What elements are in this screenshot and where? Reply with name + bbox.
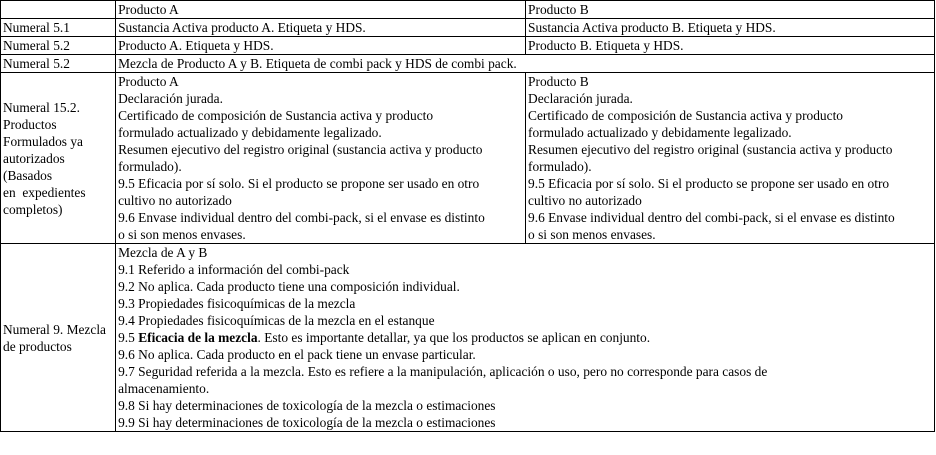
text-line-9-5	[118, 329, 934, 346]
label-line: Numeral 15.2.	[3, 99, 80, 115]
text-line: almacenamiento.	[118, 381, 210, 396]
label-line: Numeral 9. Mezcla	[3, 321, 106, 337]
text-line: formulado).	[118, 159, 182, 174]
header-producto-b: Producto B	[526, 1, 935, 19]
text-line: 9.5 Eficacia por sí solo. Si el producto se propone ser usado en otro	[528, 176, 890, 191]
label-line: Productos	[3, 116, 57, 132]
label-line: completos)	[3, 201, 63, 217]
cell-producto-a: Producto A. Etiqueta y HDS.	[116, 37, 526, 55]
text-line: 9.2 No aplica. Cada producto tiene una composición individual.	[118, 279, 460, 294]
table-row-numeral-15-2	[1, 73, 935, 244]
text-line: Declaración jurada.	[118, 91, 223, 106]
cell-producto-b: Sustancia Activa producto B. Etiqueta y HDS.	[526, 19, 935, 37]
label-line: Formulados ya	[3, 133, 83, 149]
text-line: 9.6 Envase individual dentro del combi-pack, si el envase es distinto	[118, 210, 485, 225]
text-line: o si son menos envases.	[118, 227, 246, 242]
cell-producto-a	[116, 73, 526, 244]
text-line: Declaración jurada.	[528, 91, 633, 106]
label-line: en expedientes	[3, 184, 86, 200]
text-line: 9.6 No aplica. Cada producto en el pack tiene un envase particular.	[118, 347, 476, 362]
text-line: 9.5 Eficacia por sí solo. Si el producto se propone ser usado en otro	[118, 176, 480, 191]
cell-producto-a: Sustancia Activa producto A. Etiqueta y HDS.	[116, 19, 526, 37]
line-rest: . Esto es importante detallar, ya que los productos se aplican en conjunto.	[257, 330, 651, 345]
text-line: cultivo no autorizado	[118, 193, 232, 208]
row-label: Numeral 5.2	[1, 55, 116, 73]
text-line: 9.9 Si hay determinaciones de toxicología de la mezcla o estimaciones	[118, 415, 496, 430]
text-line: Mezcla de A y B	[118, 245, 208, 260]
table-row	[1, 19, 935, 37]
table-row	[1, 37, 935, 55]
label-line: (Basados	[3, 167, 53, 183]
text-line: 9.4 Propiedades fisicoquímicas de la mezcla en el estanque	[118, 313, 435, 328]
header-blank-cell	[1, 1, 116, 19]
text-line: Certificado de composición de Sustancia activa y producto	[528, 108, 843, 123]
text-line: Producto A	[118, 74, 179, 89]
label-line: de productos	[3, 338, 72, 354]
text-line: Resumen ejecutivo del registro original (sustancia activa y producto	[528, 142, 893, 157]
table-row-numeral-9	[1, 244, 935, 432]
row-label	[1, 244, 116, 432]
text-line: Resumen ejecutivo del registro original (sustancia activa y producto	[118, 142, 483, 157]
text-line: 9.1 Referido a información del combi-pack	[118, 262, 350, 277]
text-line: Certificado de composición de Sustancia activa y producto	[118, 108, 434, 123]
text-line: 9.6 Envase individual dentro del combi-pack, si el envase es distinto	[528, 210, 895, 225]
text-line: formulado).	[528, 159, 592, 174]
text-line: 9.8 Si hay determinaciones de toxicología de la mezcla o estimaciones	[118, 398, 496, 413]
table-row	[1, 55, 935, 73]
text-line: 9.7 Seguridad referida a la mezcla. Esto es refiere a la manipulación, aplicación o uso, pero no corresponde para casos de	[118, 364, 768, 379]
cell-producto-b	[526, 73, 935, 244]
text-line: o si son menos envases.	[528, 227, 656, 242]
header-row	[1, 1, 935, 19]
bold-eficacia: Eficacia de la mezcla	[138, 330, 258, 345]
row-label: Numeral 5.1	[1, 19, 116, 37]
label-line: autorizados	[3, 150, 65, 166]
header-producto-a: Producto A	[116, 1, 526, 19]
text-line: formulado actualizado y debidamente legalizado.	[118, 125, 382, 140]
text-line: formulado actualizado y debidamente legalizado.	[528, 125, 792, 140]
text-line: 9.3 Propiedades fisicoquímicas de la mezcla	[118, 296, 356, 311]
text-line: cultivo no autorizado	[528, 193, 642, 208]
cell-mezcla-details	[116, 244, 935, 432]
row-label	[1, 73, 116, 244]
line-prefix: 9.5	[118, 330, 139, 345]
row-label: Numeral 5.2	[1, 37, 116, 55]
text-line: Producto B	[528, 74, 589, 89]
cell-mezcla-merged: Mezcla de Producto A y B. Etiqueta de combi pack y HDS de combi pack.	[116, 55, 935, 73]
cell-producto-b: Producto B. Etiqueta y HDS.	[526, 37, 935, 55]
